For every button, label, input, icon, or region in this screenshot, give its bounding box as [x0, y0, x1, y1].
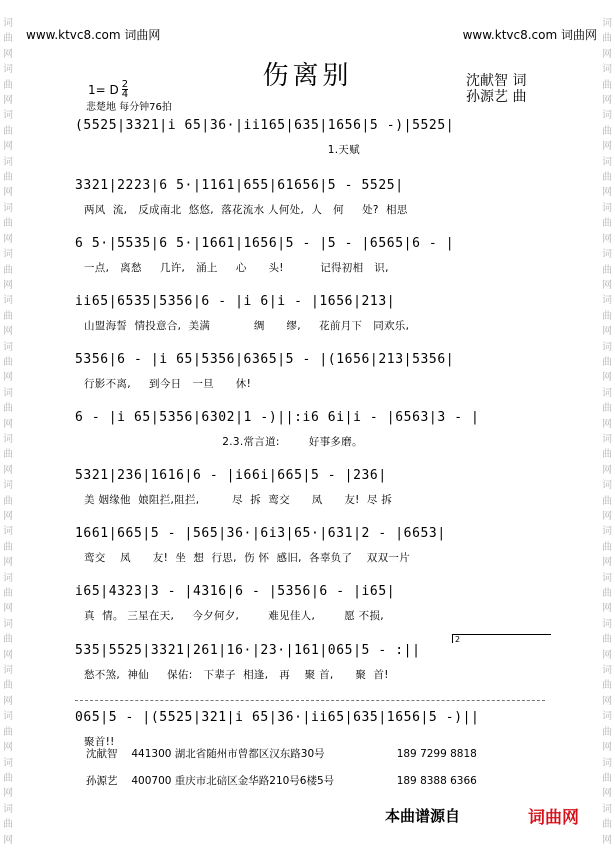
watermark-char: 词: [602, 156, 612, 168]
watermark-char: 词: [602, 618, 612, 630]
notation-row: 3321|2223|6 5·|1161|655|61656|5 - 5525|: [75, 178, 404, 193]
watermark-char: 网: [3, 48, 13, 60]
watermark-char: 曲: [3, 310, 13, 322]
watermark-char: 网: [3, 603, 13, 615]
composer-credit: 孙源艺 曲: [466, 89, 527, 105]
watermark-char: 曲: [3, 218, 13, 230]
watermark-char: 网: [3, 834, 13, 846]
watermark-char: 词: [602, 572, 612, 584]
contact-address: 441300 湖北省随州市曾都区汉东路30号: [131, 748, 325, 760]
watermark-char: 曲: [3, 772, 13, 784]
contact-address: 400700 重庆市北碚区金华路210号6楼5号: [131, 775, 335, 787]
watermark-char: 网: [3, 372, 13, 384]
time-bottom: 4: [121, 89, 129, 100]
watermark-char: 曲: [602, 819, 612, 831]
watermark-char: 词: [602, 433, 612, 445]
lyrics-row: 真 情。 三星在天, 今夕何夕, 难见佳人, 愿 不损,: [84, 610, 384, 622]
lyrics-row: 行影不离, 到今日 一旦 休!: [84, 378, 252, 390]
site-watermark-right[interactable]: www.ktvc8.com 词曲网: [462, 28, 597, 42]
watermark-char: 词: [602, 480, 612, 492]
score-line: [0, 526, 615, 576]
watermark-char: 词: [3, 480, 13, 492]
score-line: [0, 233, 615, 286]
watermark-char: 网: [602, 511, 612, 522]
watermark-char: 网: [3, 742, 13, 754]
watermark-char: 曲: [3, 79, 13, 91]
watermark-char: 曲: [602, 310, 612, 322]
watermark-char: 词: [3, 757, 13, 769]
watermark-char: 曲: [602, 79, 612, 91]
notation-row: 1661|665|5 - |565|36·|6i3|65·|631|2 - |6653|: [75, 526, 446, 541]
volta-bracket: [452, 634, 551, 643]
watermark-char: 网: [3, 464, 13, 476]
notation-row: 5321|236|1616|6 - |i66i|665|5 - |236|: [75, 468, 387, 483]
watermark-char: 网: [602, 279, 612, 291]
watermark-char: 曲: [602, 634, 612, 646]
source-note: 本曲谱源自: [385, 807, 461, 825]
watermark-char: 曲: [602, 264, 612, 276]
watermark-char: 曲: [3, 634, 13, 646]
score-line: [0, 584, 615, 634]
watermark-char: 网: [3, 649, 13, 661]
watermark-char: 词: [3, 711, 13, 723]
score-line: [0, 468, 615, 518]
contact-name: 孙源艺: [86, 775, 118, 787]
score-line: [0, 178, 615, 228]
watermark-char: 词: [3, 803, 13, 815]
watermark-char: 网: [602, 695, 612, 707]
lyrics-row: 鸾交 凤 友! 坐 想 行思, 伤 怀 感旧, 各辜负了 双双一片: [84, 552, 410, 564]
watermark-char: 曲: [602, 588, 612, 600]
watermark-char: 词: [3, 341, 13, 353]
section-divider: [75, 700, 545, 701]
watermark-char: 网: [3, 418, 13, 430]
watermark-char: 曲: [3, 819, 13, 831]
notation-row: ii65|6535|5356|6 - |i 6|i - |1656|213|: [75, 294, 396, 309]
watermark-char: 网: [3, 695, 13, 707]
tempo-marking: 悲楚地 每分钟76拍: [86, 102, 172, 113]
notation-row: i65|4323|3 - |4316|6 - |5356|6 - |i65|: [75, 584, 396, 599]
key-label: 1= D: [88, 82, 119, 97]
watermark-char: 曲: [3, 264, 13, 276]
notation-row: 535|5525|3321|261|16·|23·|161|065|5 - :||: [75, 643, 421, 658]
watermark-char: 曲: [602, 403, 612, 415]
volta-label: 2: [455, 635, 461, 644]
watermark-char: 词: [602, 202, 612, 214]
contact-phone: 189 8388 6366: [396, 775, 477, 787]
watermark-char: 网: [602, 742, 612, 754]
credits: [466, 73, 526, 105]
score-line: [0, 643, 615, 693]
score-line: [0, 294, 615, 344]
contact-phone: 189 7299 8818: [396, 748, 477, 760]
lyrics-row: 两风 流, 反成南北 悠悠, 落花流水 人何处, 人 何 处? 相思: [84, 204, 408, 216]
notation-row: 065|5 - |(5525|321|i 65|36·|ii65|635|1656|5 -)||: [75, 710, 480, 725]
notation-row: 6 - |i 65|5356|6302|1 -)||:i6 6i|i - |6563|3 - |: [75, 410, 480, 425]
watermark-char: 词: [3, 618, 13, 630]
watermark-char: 词: [3, 526, 13, 538]
watermark-char: 词: [3, 433, 13, 445]
watermark-char: 词: [602, 64, 612, 76]
watermark-char: 网: [602, 557, 612, 569]
watermark-char: 网: [602, 187, 612, 199]
watermark-char: 词: [3, 572, 13, 584]
watermark-char: 曲: [602, 541, 612, 553]
watermark-char: 网: [602, 48, 612, 60]
watermark-char: 网: [3, 95, 13, 107]
lyrics-row: 山盟海誓 情投意合, 美满 绸 缪, 花前月下 同欢乐,: [84, 320, 410, 332]
watermark-char: 网: [602, 464, 612, 476]
watermark-char: 曲: [602, 125, 612, 137]
watermark-char: 词: [3, 387, 13, 399]
watermark-char: 词: [602, 387, 612, 399]
watermark-char: 曲: [602, 356, 612, 368]
watermark-char: 词: [602, 526, 612, 538]
time-signature: [122, 80, 128, 99]
score-line: [0, 118, 615, 168]
watermark-char: 词: [3, 64, 13, 76]
watermark-char: 曲: [3, 403, 13, 415]
lyricist-credit: 沈献智 词: [466, 73, 527, 89]
watermark-char: 网: [3, 141, 13, 153]
watermark-char: 词: [602, 665, 612, 677]
watermark-char: 曲: [3, 495, 13, 507]
watermark-char: 网: [3, 557, 13, 569]
notation-row: 5356|6 - |i 65|5356|6365|5 - |(1656|213|5356|: [75, 352, 455, 367]
lyrics-row: 愁不煞, 神仙 保佑: 下辈子 相逢, 再 聚 首, 聚 首!: [84, 669, 389, 681]
watermark-char: 网: [602, 418, 612, 430]
watermark-char: 网: [3, 279, 13, 291]
watermark-char: 词: [3, 295, 13, 307]
watermark-char: 网: [3, 326, 13, 338]
key-signature: [88, 80, 128, 99]
watermark-char: 网: [602, 649, 612, 661]
watermark-char: 词: [3, 202, 13, 214]
watermark-char: 网: [602, 603, 612, 615]
watermark-char: 词: [3, 665, 13, 677]
watermark-char: 曲: [3, 541, 13, 553]
watermark-char: 曲: [3, 680, 13, 692]
watermark-char: 曲: [602, 495, 612, 507]
watermark-char: 词: [602, 18, 612, 29]
notation-row: 6 5·|5535|6 5·|1661|1656|5 - |5 - |6565|6 - |: [75, 236, 455, 251]
watermark-char: 词: [3, 110, 13, 122]
watermark-char: 词: [602, 341, 612, 353]
watermark-char: 曲: [602, 449, 612, 461]
contact-name: 沈献智: [86, 748, 118, 760]
contact-row: [86, 741, 477, 768]
watermark-char: 曲: [3, 125, 13, 137]
watermark-char: 词: [602, 711, 612, 723]
watermark-char: 网: [3, 233, 13, 245]
site-logo[interactable]: 词曲网: [528, 808, 579, 828]
time-top: 2: [121, 79, 129, 90]
lyrics-row: 1.天赋: [84, 144, 360, 156]
watermark-char: 词: [602, 110, 612, 122]
watermark-char: 词: [602, 295, 612, 307]
site-watermark-left[interactable]: www.ktvc8.com 词曲网: [26, 28, 161, 42]
notation-row: (5525|3321|i 65|36·|ii165|635|1656|5 -)|5525|: [75, 118, 455, 133]
lyrics-row: 2.3.常言道: 好事多磨。: [84, 436, 363, 448]
watermark-char: 曲: [3, 588, 13, 600]
lyrics-row: 聚首!!: [84, 736, 115, 748]
watermark-char: 曲: [602, 218, 612, 230]
watermark-char: 曲: [3, 33, 13, 45]
watermark-char: 网: [602, 372, 612, 384]
watermark-char: 曲: [3, 172, 13, 184]
watermark-char: 曲: [602, 172, 612, 184]
watermark-char: 曲: [602, 726, 612, 738]
score-line: [0, 410, 615, 460]
watermark-char: 词: [602, 757, 612, 769]
watermark-char: 词: [3, 156, 13, 168]
lyrics-row: 一点, 离愁 几许, 涌上 心 头! 记得初相 识,: [84, 262, 389, 274]
watermark-char: 网: [602, 95, 612, 107]
song-title: 伤离别: [262, 61, 353, 91]
watermark-char: 网: [3, 187, 13, 199]
watermark-char: 曲: [602, 680, 612, 692]
contact-list: [86, 741, 477, 795]
contact-row: [86, 768, 477, 795]
watermark-char: 曲: [602, 772, 612, 784]
watermark-char: 网: [3, 788, 13, 800]
watermark-char: 网: [602, 326, 612, 338]
watermark-char: 曲: [602, 33, 612, 45]
watermark-char: 词: [3, 249, 13, 261]
watermark-char: 网: [602, 834, 612, 846]
watermark-char: 网: [602, 233, 612, 245]
watermark-char: 曲: [3, 449, 13, 461]
watermark-char: 曲: [3, 726, 13, 738]
watermark-char: 网: [3, 511, 13, 522]
watermark-char: 词: [3, 18, 13, 29]
watermark-char: 网: [602, 788, 612, 800]
watermark-char: 曲: [3, 356, 13, 368]
score-line: [0, 352, 615, 402]
watermark-char: 词: [602, 803, 612, 815]
watermark-char: 网: [602, 141, 612, 153]
watermark-char: 词: [602, 249, 612, 261]
lyrics-row: 美 姻缘他 娘阻拦,阻拦, 尽 拆 鸾交 凤 友! 尽 拆: [84, 494, 393, 506]
